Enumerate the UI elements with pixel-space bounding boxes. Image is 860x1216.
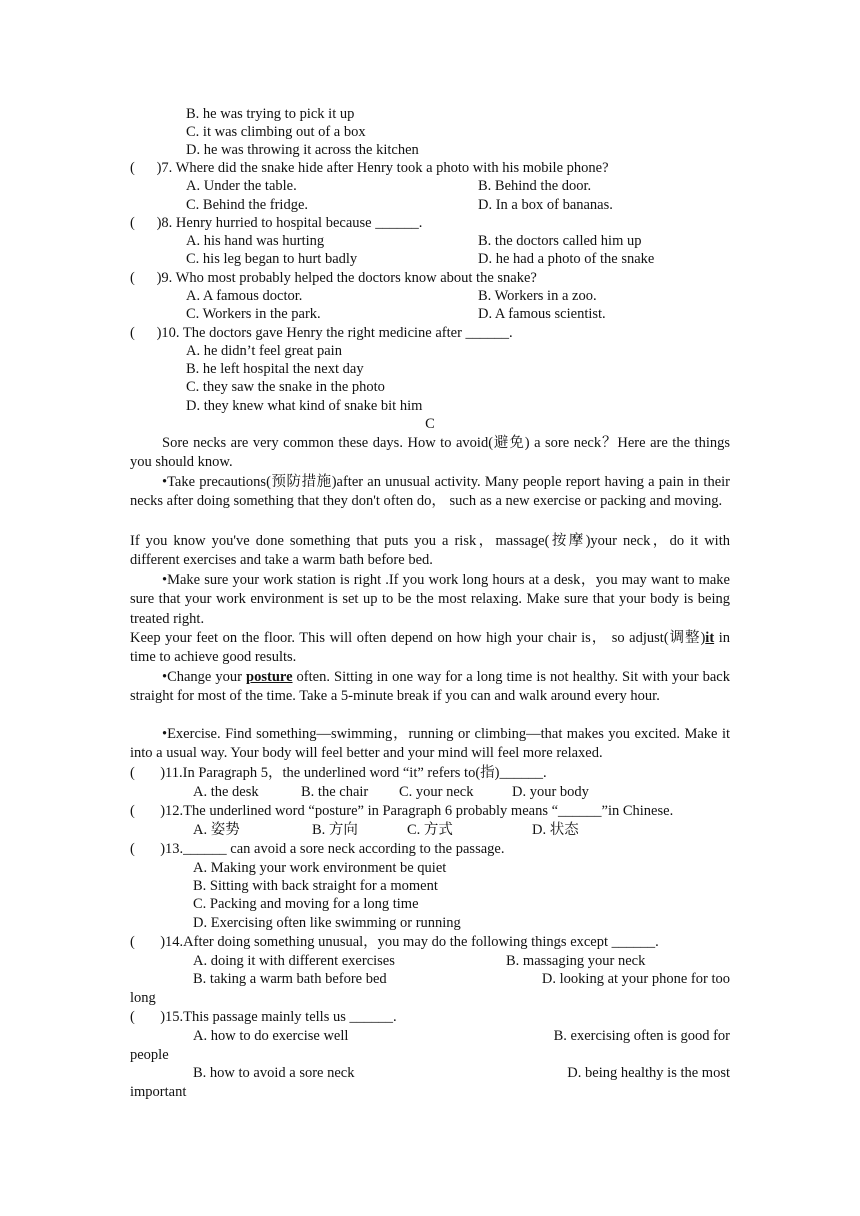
q13-option-a: A. Making your work environment be quiet [193,860,447,876]
q7-option-b: B. Behind the door. [478,178,592,194]
passage-p6-text-a: •Change your [162,669,247,685]
q14-option-b: B. massaging your neck [506,953,646,969]
passage-paragraph-4 [130,571,730,629]
passage-paragraph-7 [130,725,730,764]
passage-paragraph-2 [130,473,730,512]
q15-option-c: B. how to avoid a sore neck [193,1065,355,1081]
q8-option-b: B. the doctors called him up [478,233,642,249]
q6-option-c: C. it was climbing out of a box [186,124,366,140]
passage-paragraph-6 [130,668,730,707]
q9-option-a: A. A famous doctor. [186,288,303,304]
q12-option-a: A. 姿势 [193,822,240,838]
underlined-word-posture: posture [246,669,293,685]
q13-option-d: D. Exercising often like swimming or running [193,915,461,931]
passage-p2-text: •Take precautions(预防措施)after an unusual activity. Many people report having a pain in their necks after doing something that they don't often do， such as a new exercise or packing and moving. [130,474,730,510]
passage-p5-text-b: in time to achieve good results. [130,630,730,666]
q14-option-c: B. taking a warm bath before bed [193,971,387,987]
q7-stem: ( )7. Where did the snake hide after Henry took a photo with his mobile phone? [130,160,609,176]
q8-stem: ( )8. Henry hurried to hospital because ______. [130,215,423,231]
q8-option-d: D. he had a photo of the snake [478,251,655,267]
q15-stem: ( )15.This passage mainly tells us ______. [130,1009,397,1025]
q12-option-c: C. 方式 [407,822,453,838]
q7-option-c: C. Behind the fridge. [186,197,309,213]
q15-option-d: D. being healthy is the most [567,1065,730,1081]
q10-option-d: D. they knew what kind of snake bit him [186,398,423,414]
q10-option-a: A. he didn’t feel great pain [186,343,342,359]
passage-p5-text-a: Keep your feet on the floor. This will often depend on how high your chair is， so adjust(调整) [130,630,706,646]
q12-option-d: D. 状态 [532,822,579,838]
underlined-word-it: it [705,630,715,646]
q11-option-a: A. the desk [193,784,259,800]
q9-option-d: D. A famous scientist. [478,306,606,322]
q8-option-c: C. his leg began to hurt badly [186,251,358,267]
q9-option-c: C. Workers in the park. [186,306,321,322]
q11-option-b: B. the chair [301,784,369,800]
q14-option-a: A. doing it with different exercises [193,953,395,969]
q15-option-d-wrap: important [130,1084,187,1100]
passage-p7-text: •Exercise. Find something—swimming，running or climbing—that makes you excited. Make it into a usual way. Your body will feel better and your mind will feel more relaxed. [130,726,730,762]
q6-option-d: D. he was throwing it across the kitchen [186,142,419,158]
q13-option-b: B. Sitting with back straight for a moment [193,878,438,894]
q11-stem: ( )11.In Paragraph 5，the underlined word “it” refers to(指)______. [130,765,547,781]
passage-paragraph-1 [130,434,730,473]
passage-p6-text-b: often. Sitting in one way for a long time is not healthy. Sit with your back straight for most of the time. Take a 5-minute break if you can and walk around every hour. [130,669,730,705]
q13-option-c: C. Packing and moving for a long time [193,896,419,912]
section-heading: C [425,416,435,432]
q12-stem: ( )12.The underlined word “posture” in Paragraph 6 probably means “______”in Chinese. [130,803,674,819]
passage-paragraph-5 [130,629,730,668]
q13-stem: ( )13.______ can avoid a sore neck according to the passage. [130,841,505,857]
q11-option-d: D. your body [512,784,589,800]
q6-option-b: B. he was trying to pick it up [186,106,355,122]
passage-p1-text: Sore necks are very common these days. How to avoid(避免) a sore neck？Here are the things you should know. [130,435,730,471]
q11-option-c: C. your neck [399,784,474,800]
q10-option-c: C. they saw the snake in the photo [186,379,385,395]
q7-option-d: D. In a box of bananas. [478,197,613,213]
q12-option-b: B. 方向 [312,822,358,838]
passage-paragraph-3 [130,532,730,571]
q9-stem: ( )9. Who most probably helped the doctors know about the snake? [130,270,537,286]
q9-option-b: B. Workers in a zoo. [478,288,597,304]
q15-option-b-wrap: people [130,1047,169,1063]
passage-p4-text: •Make sure your work station is right .If you work long hours at a desk，you may want to make sure that your work environment is set up to be the most relaxing. Make sure that your body is being treated right. [130,572,730,627]
q7-option-a: A. Under the table. [186,178,297,194]
q14-option-d: D. looking at your phone for too [541,971,730,987]
q8-option-a: A. his hand was hurting [186,233,325,249]
passage-p3-text: If you know you've done something that puts you a risk，massage(按摩)your neck，do it with different exercises and take a warm bath before bed. [130,533,730,569]
q14-stem: ( )14.After doing something unusual，you may do the following things except ______. [130,934,659,950]
q10-option-b: B. he left hospital the next day [186,361,364,377]
q15-option-a: A. how to do exercise well [193,1028,349,1044]
q10-stem: ( )10. The doctors gave Henry the right medicine after ______. [130,325,513,341]
q15-option-b: B. exercising often is good for [553,1028,730,1044]
q14-option-d-wrap: long [130,990,156,1006]
